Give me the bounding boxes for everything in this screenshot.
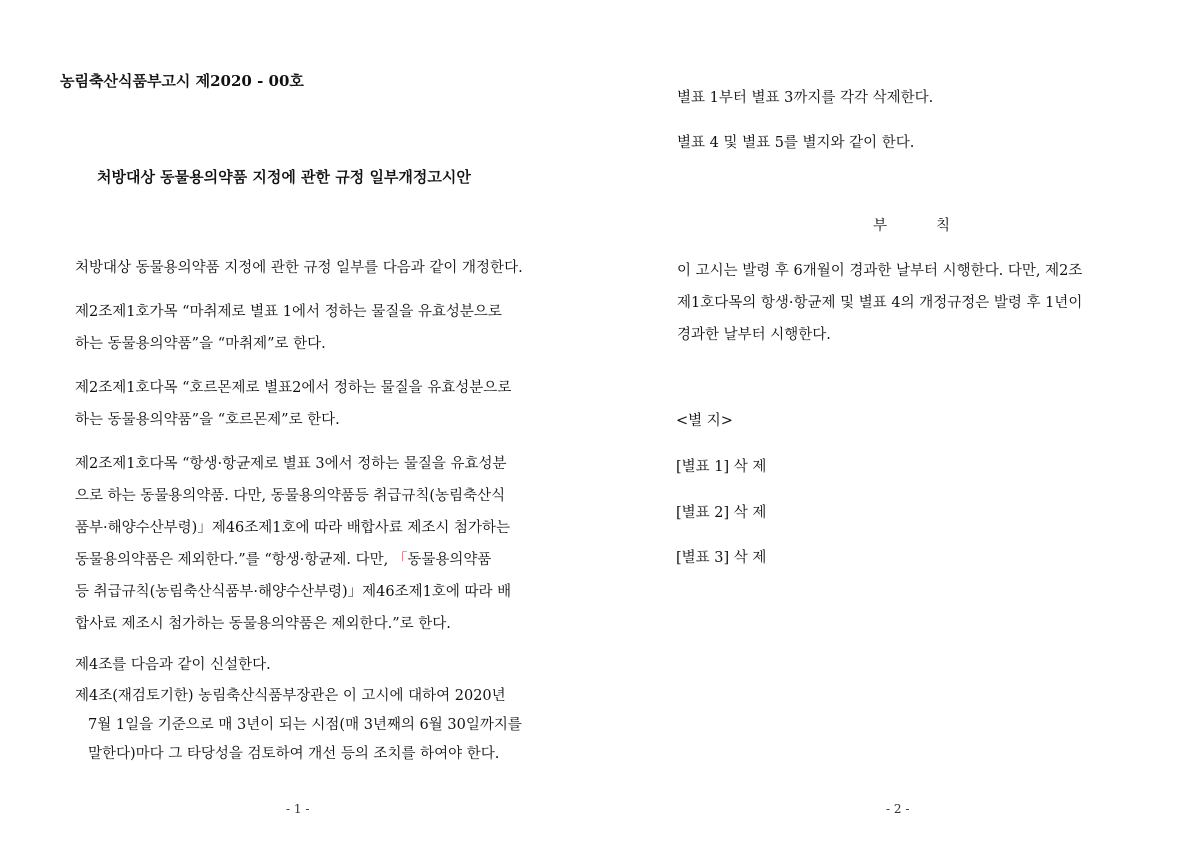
para3-line3: 품부·해양수산부령)」제46조제1호에 따라 배합사료 제조시 첨가하는 [75, 520, 511, 536]
notice-number-header: 농림축산식품부고시 제2020 - 00호 [60, 72, 304, 90]
para3-line4 [75, 550, 491, 570]
replace-annex-line: 별표 4 및 별표 5를 별지와 같이 한다. [677, 135, 915, 151]
annex-item-3: [별표 3] 삭 제 [676, 550, 767, 566]
annex-item-2: [별표 2] 삭 제 [676, 505, 767, 521]
addenda-title-char2: 칙 [936, 218, 951, 234]
page-number-2: - 2 - [886, 802, 910, 816]
para4-line: 제4조를 다음과 같이 신설한다. [75, 657, 271, 673]
annex-item-1: [별표 1] 삭 제 [676, 459, 767, 475]
para5-line2: 7월 1일을 기준으로 매 3년이 되는 시점(매 3년째의 6월 30일까지를 [88, 717, 522, 733]
para5-line1: 제4조(재검토기한) 농림축산식품부장관은 이 고시에 대하여 2020년 [75, 688, 506, 704]
page-2 [600, 0, 1200, 848]
addenda-line3: 경과한 날부터 시행한다. [677, 327, 831, 343]
para2-line1: 제2조제1호다목 “호르몬제로 별표2에서 정하는 물질을 유효성분으로 [75, 380, 512, 396]
para1-line1: 제2조제1호가목 “마취제로 별표 1에서 정하는 물질을 유효성분으로 [75, 304, 502, 320]
para3-line6: 합사료 제조시 첨가하는 동물용의약품은 제외한다.”로 한다. [75, 616, 451, 632]
para5-line3: 말한다)마다 그 타당성을 검토하여 개선 등의 조치를 하여야 한다. [88, 746, 500, 762]
para3-line5: 등 취급규칙(농림축산식품부·해양수산부령)」제46조제1호에 따라 배 [75, 584, 512, 600]
para3-line2: 으로 하는 동물용의약품. 다만, 동물용의약품등 취급규칙(농림축산식 [75, 488, 506, 504]
para3-line4-text-b: 동물용의약품 [407, 552, 492, 568]
addenda-line2: 제1호다목의 항생·항균제 및 별표 4의 개정규정은 발령 후 1년이 [677, 295, 1083, 311]
intro-paragraph: 처방대상 동물용의약품 지정에 관한 규정 일부를 다음과 같이 개정한다. [75, 260, 523, 276]
para3-line4-red-bracket: 「 [392, 552, 408, 568]
addenda-line1: 이 고시는 발령 후 6개월이 경과한 날부터 시행한다. 다만, 제2조 [677, 263, 1083, 279]
para3-line1: 제2조제1호다목 “항생·항균제로 별표 3에서 정하는 물질을 유효성분 [75, 456, 507, 472]
page-number-1: - 1 - [286, 802, 310, 816]
para2-line2: 하는 동물용의약품”을 “호르몬제”로 한다. [75, 412, 340, 428]
para1-line2: 하는 동물용의약품”을 “마취제”로 한다. [75, 336, 326, 352]
addenda-title-char1: 부 [873, 218, 888, 234]
para3-line4-text-a: 동물용의약품은 제외한다.”를 “항생·항균제. 다만, [75, 552, 393, 568]
annex-label: <별 지> [676, 413, 733, 429]
delete-annex-line: 별표 1부터 별표 3까지를 각각 삭제한다. [677, 90, 934, 106]
document-title: 처방대상 동물용의약품 지정에 관한 규정 일부개정고시안 [97, 168, 471, 186]
